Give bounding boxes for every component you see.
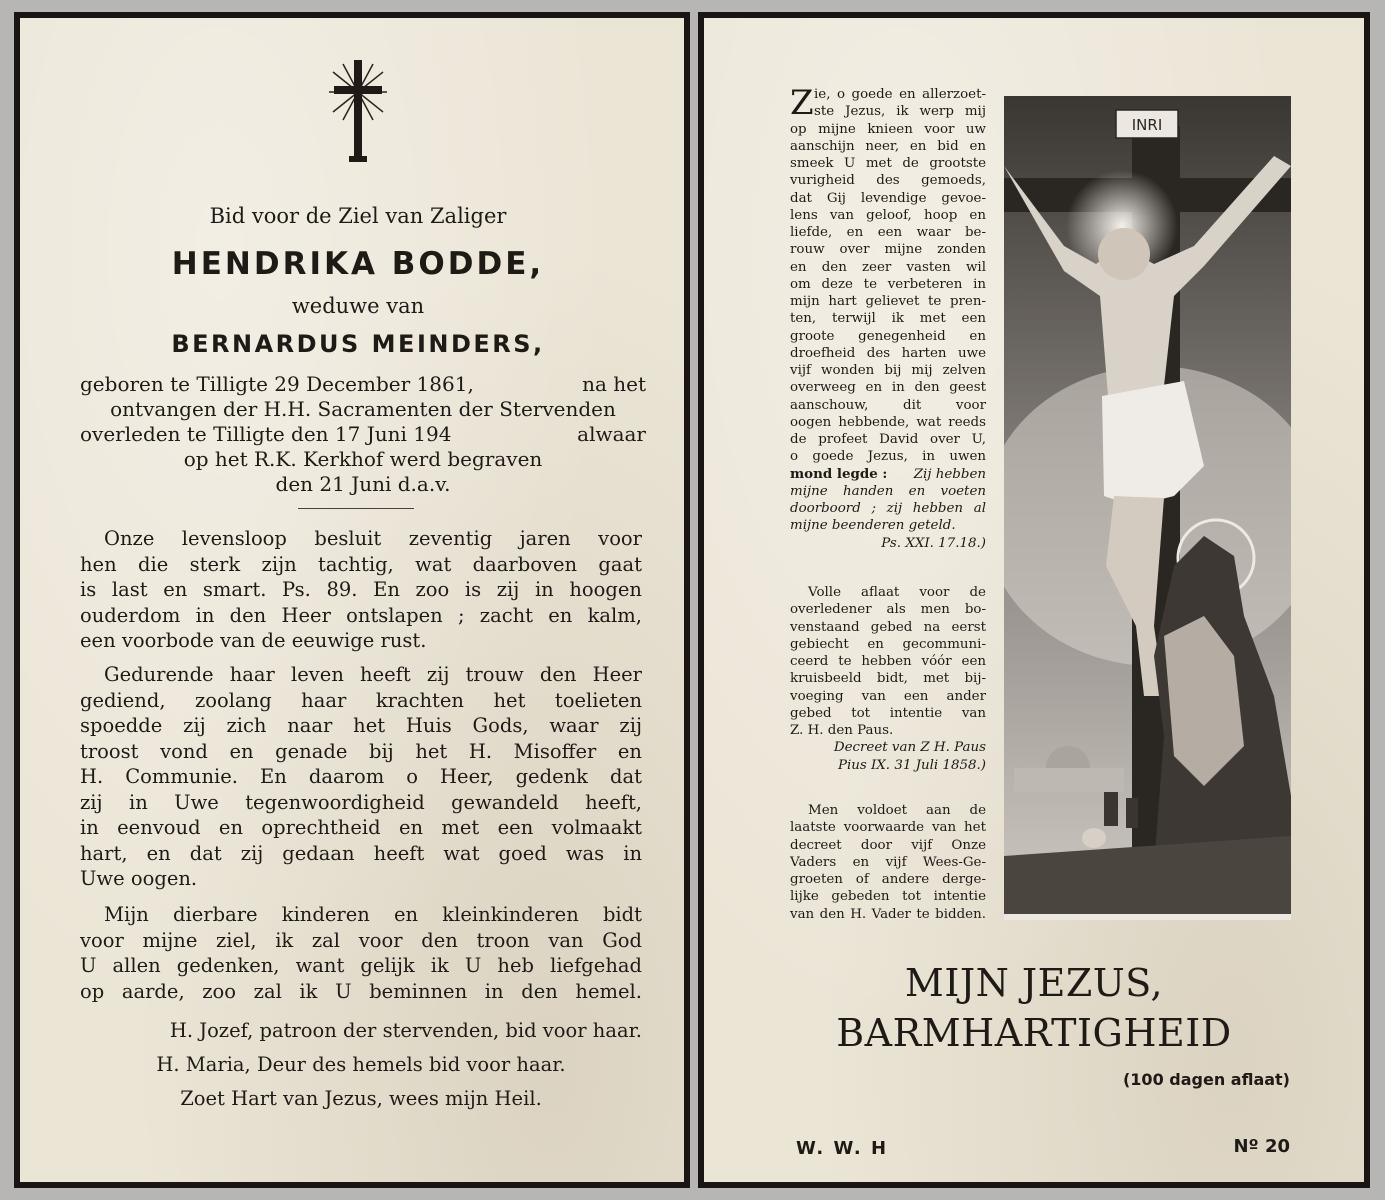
text-line: overweeg en in den geest bbox=[790, 380, 986, 396]
text-line: mijn hart gelievet te pren- bbox=[790, 294, 986, 309]
quote-inline: Zij hebben bbox=[913, 466, 986, 482]
decree-line: Pius IX. 31 Juli 1858.) bbox=[837, 757, 986, 773]
text-line: laatste voorwaarde van het bbox=[790, 820, 986, 836]
text-line: U allen gedenken, want gelijk ik U heb liefgehad bbox=[80, 954, 642, 977]
text-line: lijke gebeden tot intentie bbox=[790, 889, 986, 905]
spouse-name: BERNARDUS MEINDERS, bbox=[171, 330, 545, 358]
text-line: liefde, en een waar be- bbox=[790, 225, 986, 240]
text-line: lens van geloof, hoop en bbox=[790, 207, 986, 223]
quote-line: doorboord ; zij hebben al bbox=[790, 501, 986, 516]
bio-line: overleden te Tilligte den 17 Juni 194 bbox=[80, 422, 452, 446]
bio-line: den 21 Juni d.a.v. bbox=[275, 472, 451, 496]
text-line: Volle aflaat voor de bbox=[808, 585, 986, 600]
text-line: ie, o goede en allerzoet- bbox=[814, 87, 986, 102]
text-line: ouderdom in den Heer ontslapen ; zacht en kalm, bbox=[80, 603, 642, 627]
text-line: om deze te verbeteren in bbox=[790, 276, 986, 292]
title-line-1: MIJN JEZUS, bbox=[904, 961, 1164, 1005]
text-line: groote genegenheid en bbox=[790, 328, 986, 344]
text-line: hen die sterk zijn tachtig, wat daarboven gaat bbox=[80, 552, 642, 576]
quote-line: mijne beenderen geteld. bbox=[790, 518, 956, 534]
text-line: gebed tot intentie van bbox=[790, 705, 986, 721]
text-line: spoedde zij zich naar het Huis Gods, waar zij bbox=[80, 714, 642, 737]
text-line: kruisbeeld bidt, met bij- bbox=[790, 671, 986, 687]
text-line: smeek U met de grootste bbox=[790, 156, 986, 171]
paragraph-life bbox=[80, 662, 642, 892]
text-line: troost vond en genade bij het H. Misoffer en bbox=[80, 739, 642, 763]
text-line: venstaand gebed na eerst bbox=[790, 619, 986, 635]
text-line: van den H. Vader te bidden. bbox=[790, 906, 986, 922]
text-line: voor mijne ziel, ik zal voor den troon van God bbox=[80, 928, 642, 952]
text-line: aanschouw, dit voor bbox=[790, 397, 986, 413]
divider bbox=[298, 508, 414, 509]
text-line: Men voldoet aan de bbox=[808, 803, 986, 818]
text-line: gediend, zoolang haar krachten het toelieten bbox=[80, 688, 642, 712]
relation-line: weduwe van bbox=[291, 294, 425, 318]
text-line: Mijn dierbare kinderen en kleinkinderen bidt bbox=[104, 903, 642, 926]
inri-caption: INRI bbox=[1131, 116, 1163, 134]
text-line: gebiecht en gecommuni- bbox=[790, 636, 986, 652]
text-line: vurigheid des gemoeds, bbox=[790, 173, 986, 189]
text-line: Uwe oogen. bbox=[80, 867, 198, 890]
text-line: in eenvoud en oprechtheid en met een volmaakt bbox=[80, 816, 642, 839]
prayer-line: H. Jozef, patroon der stervenden, bid voor haar. bbox=[169, 1019, 642, 1042]
text-line: op aarde, zoo zal ik U beminnen in den hemel. bbox=[80, 979, 642, 1003]
text-line: rouw over mijne zonden bbox=[790, 242, 986, 258]
text-line: aanschijn neer, en bid en bbox=[790, 138, 986, 154]
text-line: Onze levensloop besluit zeventig jaren voor bbox=[104, 527, 642, 550]
prayer-text bbox=[790, 83, 986, 552]
subtitle: (100 dagen aflaat) bbox=[1122, 1070, 1290, 1089]
text-line: droefheid des harten uwe bbox=[790, 345, 986, 361]
text-line: overledener als men bo- bbox=[790, 602, 986, 618]
text-line: op mijne knieen voor uw bbox=[790, 121, 986, 137]
memorial-card-front bbox=[14, 12, 690, 1188]
intro-line: Bid voor de Ziel van Zaliger bbox=[209, 204, 507, 228]
text-line: vijf wonden bij mij zelven bbox=[790, 363, 986, 378]
text-line: en den zeer vasten wil bbox=[790, 259, 986, 275]
text-line: een voorbode van de eeuwige rust. bbox=[80, 629, 427, 652]
bio-line: op het R.K. Kerkhof werd begraven bbox=[183, 447, 543, 471]
prayer-line: Zoet Hart van Jezus, wees mijn Heil. bbox=[180, 1087, 542, 1110]
text-line: o goede Jezus, in uwen bbox=[790, 449, 986, 465]
text-line: ceerd te hebben vóór een bbox=[790, 654, 986, 669]
text-line: H. Communie. En daarom o Heer, gedenk dat bbox=[80, 765, 642, 788]
text-line: Z. H. den Paus. bbox=[790, 723, 894, 738]
memorial-card-back bbox=[698, 12, 1370, 1188]
text-line: zij in Uwe tegenwoordigheid gewandeld heeft, bbox=[80, 790, 642, 814]
text-line: Vaders en vijf Wees-Ge- bbox=[790, 854, 986, 870]
quote-line: mijne handen en voeten bbox=[790, 483, 986, 499]
text-line: ten, terwijl ik met een bbox=[790, 311, 986, 327]
bio-line-end: na het bbox=[582, 372, 646, 396]
text-line: hart, en dat zij gedaan heeft wat goed was in bbox=[80, 841, 642, 865]
text-line: ste Jezus, ik werp mij bbox=[814, 104, 986, 120]
prayers bbox=[80, 1014, 642, 1116]
bio-line: ontvangen der H.H. Sacramenten der Stervenden bbox=[110, 397, 616, 421]
drop-cap: Z bbox=[790, 83, 814, 123]
indulgence-text bbox=[790, 584, 986, 774]
text-line: groeten of andere derge- bbox=[790, 872, 986, 887]
text-line: decreet door vijf Onze bbox=[790, 837, 986, 853]
paragraph-family bbox=[80, 902, 642, 1004]
card-number: Nº 20 bbox=[1233, 1136, 1290, 1157]
cross-icon bbox=[325, 58, 391, 168]
text-line: Gedurende haar leven heeft zij trouw den Heer bbox=[104, 663, 642, 686]
text-line: mond legde : bbox=[790, 465, 888, 482]
deceased-name: HENDRIKA BODDE, bbox=[171, 246, 545, 282]
biography bbox=[80, 372, 646, 497]
text-line: voeging van een ander bbox=[790, 688, 986, 704]
bio-line: geboren te Tilligte 29 December 1861, bbox=[80, 372, 474, 396]
text-line: oogen hebbende, wat reeds bbox=[790, 414, 986, 430]
title-line-2: BARMHARTIGHEID bbox=[836, 1011, 1232, 1055]
crucifixion-image bbox=[1004, 96, 1291, 920]
paragraph-psalm bbox=[80, 526, 642, 654]
text-line: dat Gij levendige gevoe- bbox=[790, 190, 986, 206]
prayer-line: H. Maria, Deur des hemels bid voor haar. bbox=[156, 1053, 566, 1076]
closing-text bbox=[790, 802, 986, 923]
text-line: de profeet David over U, bbox=[790, 432, 986, 447]
text-line: is last en smart. Ps. 89. En zoo is zij in hoogen bbox=[80, 578, 642, 601]
quote-reference: Ps. XXI. 17.18.) bbox=[881, 535, 986, 551]
publisher: W. W. H bbox=[796, 1138, 889, 1159]
bio-line-end: alwaar bbox=[577, 422, 646, 446]
decree-line: Decreet van Z H. Paus bbox=[833, 740, 986, 756]
